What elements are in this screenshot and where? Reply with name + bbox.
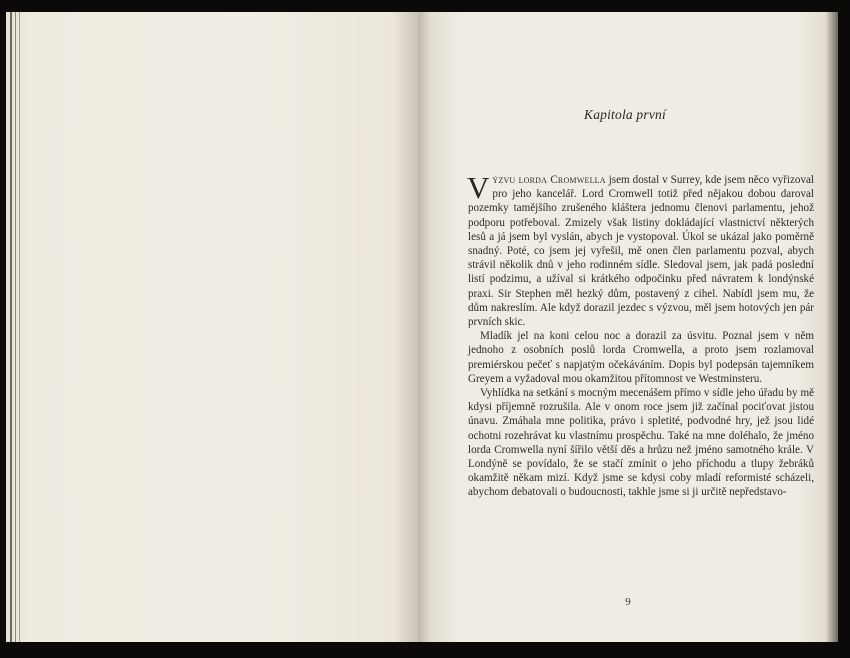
small-caps-lead: ýzvu lorda Cromwella [492, 174, 606, 186]
chapter-body [467, 170, 815, 500]
paragraph-2: Mladík jel na koni celou noc a dorazil za úsvitu. Poznal jsem v něm jednoho z osobních poslů lorda Cromwella, a proto jsem rozlamoval premiérskou pečeť s napjatým očekáváním. Dopis byl podepsán tajemníkem Greyem a vyžadoval mou okamžitou přítomnost ve Westminsteru. [468, 330, 814, 385]
left-page [6, 12, 418, 642]
page-edge-line [10, 12, 12, 642]
paragraph-1-text: jsem dostal v Surrey, kde jsem něco vyřizoval pro jeho kancelář. Lord Cromwell totiž před nějakou dobou daroval pozemky tamějšího zrušeného kláštera jednomu členovi parlamentu, jehož podporu potřeboval. Zmizely však listiny dokládající vlastnictví některých lesů a já jsem byl vyslán, abych je vystopoval. Úkol se ukázal jako poměrně snadný. Poté, co jsem jej vyřešil, mě onen člen parlamentu pozval, abych strávil několik dnů v jeho rodinném sídle. Sledoval jsem, jak padá poslední listí podzimu, a užíval si krátkého odpočinku před návratem k londýnské praxi. Sir Stephen měl hezký dům, postavený z cihel. Nabídl jsem mu, že dům nakreslím. Ale když dorazil jezdec s výzvou, měl jsem hotových jen pár prvních skic. [468, 174, 815, 329]
page-number: 9 [625, 596, 631, 608]
page-edge-line [15, 12, 16, 642]
paragraph-1 [467, 170, 815, 329]
paragraph-3: Vyhlídka na setkání s mocným mecenášem přímo v sídle jeho úřadu by mě kdysi příjemně rozrušila. Ale v onom roce jsem již začínal pociťovat jistou únavu. Zmáhala mne politika, právo i spletité, podvodné hry, jež jsou lidé ochotni rozehrávat ku vlastnímu prospěchu. Také na mne doléhalo, že jméno lorda Cromwella nyní šířilo větší děs a hrůzu než jméno samotného krále. V Londýně se povídalo, že se stačí zmínit o jeho příchodu a tlupy žebráků okamžitě někam mizí. Když jsme se kdysi coby mladí reformisté scházeli, abychom debatovali o budoucnosti, takhle jsme si ji určitě nepředstavo- [468, 387, 814, 499]
chapter-title: Kapitola první [584, 107, 666, 122]
drop-cap: V [467, 170, 490, 205]
page-edge-line [19, 12, 20, 642]
